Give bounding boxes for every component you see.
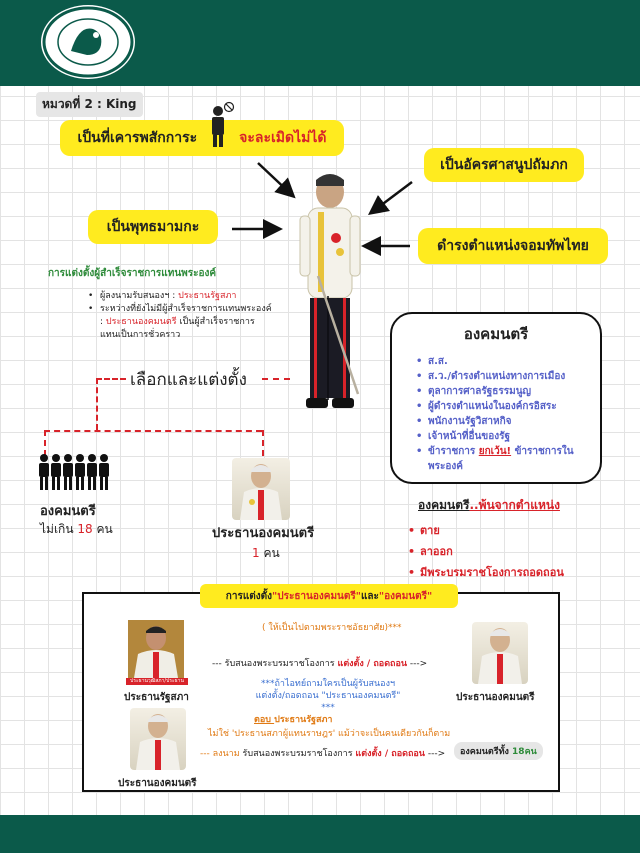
regent-list — [88, 290, 272, 342]
vacate-item: • มีพระบรมราชโองการถอดถอน — [408, 562, 564, 583]
privy-item: • เจ้าหน้าที่อื่นของรัฐ — [416, 429, 600, 444]
choose-line-right — [262, 378, 290, 380]
privy-item: • ผู้ดำรงตำแหน่งในองค์กรอิสระ — [416, 399, 600, 414]
choose-line-left — [96, 378, 126, 380]
arrow-upholder — [372, 182, 412, 212]
parliament-president-label: ประธานรัฐสภา — [124, 692, 189, 703]
privy-item: • ส.ส. — [416, 354, 600, 369]
regent-title: การแต่งตั้งผู้สำเร็จราชการแทนพระองค์ — [48, 268, 217, 279]
regent-item-interim: • ระหว่างที่ยังไม่มีผู้สำเร็จราชการแทนพระองค์ : ประธานองคมนตรี เป็นผู้สำเร็จราชการแทนเป็นการชั่วคราว — [88, 303, 272, 342]
portrait-caption: ประธานวุฒิสภา/ประธานรัฐสภา — [126, 678, 188, 685]
upholder-label: เป็นอัครศาสนูปถัมภก — [424, 148, 584, 182]
council-president-portrait-right — [472, 622, 528, 684]
row1-text: --- รับสนองพระบรมราชโองการ แต่งตั้ง / ถอดถอน ---> — [212, 659, 428, 669]
inviolable-label: จะละเมิดไม่ได้ — [239, 130, 327, 146]
choose-appoint-label: เลือกและแต่งตั้ง — [130, 370, 247, 390]
privy-box-list — [416, 354, 600, 474]
council-president-label-right: ประธานองคมนตรี — [456, 692, 535, 703]
vacate-list — [408, 520, 564, 583]
council-members-label: องคมนตรี — [40, 504, 96, 519]
council-president-portrait — [232, 458, 290, 520]
council-president-label-bottom: ประธานองคมนตรี — [118, 778, 197, 789]
answer-clarification: ไม่ใช่ 'ประธานสภาผู้แทนราษฎร' แม้ว่าจะเป็นคนเดียวกันก็ตาม — [208, 729, 451, 739]
parliament-president-portrait — [128, 620, 184, 678]
branch-right-drop — [262, 430, 264, 456]
council-president-label: ประธานองคมนตรี — [212, 526, 315, 541]
buddhist-label: เป็นพุทธมามกะ — [88, 210, 218, 244]
respect-label: เป็นที่เคารพสักการะ — [77, 130, 198, 146]
military-head-label: ดำรงตำแหน่งจอมทัพไทย — [418, 228, 608, 264]
all-members-chip: องคมนตรีทั้ง 18คน — [454, 742, 543, 760]
regent-item-signer: • ผู้ลงนามรับสนองฯ : ประธานรัฐสภา — [88, 290, 272, 303]
privy-item: • ส.ว./ดำรงตำแหน่งทางการเมือง — [416, 369, 600, 384]
appointment-title: การแต่งตั้ง "ประธานองคมนตรี" และ "องคมนตรี" — [200, 584, 458, 608]
privy-box-title: องคมนตรี — [463, 325, 529, 343]
row2-text: --- ลงนาม รับสนองพระบรมราชโองการ แต่งตั้ง / ถอดถอน ---> — [200, 749, 446, 759]
choose-line-vertical — [96, 378, 98, 430]
privy-item-exception: • ข้าราชการ ยกเว้น! ข้าราชการในพระองค์ — [416, 444, 600, 474]
branch-line — [44, 430, 262, 432]
vacate-title: องคมนตรี..พ้นจากตำแหน่ง — [418, 498, 560, 512]
arrow-respect — [258, 163, 292, 195]
people-group-icon — [36, 452, 112, 492]
council-members-limit: ไม่เกิน 18 คน — [40, 522, 113, 536]
privy-item: • พนักงานรัฐวิสาหกิจ — [416, 414, 600, 429]
section-chip: หมวดที่ 2 : King — [36, 92, 143, 117]
king-figure — [288, 168, 372, 420]
privy-item: • ตุลาการศาลรัฐธรรมนูญ — [416, 384, 600, 399]
privy-council-box — [390, 312, 602, 484]
vacate-item: • ตาย — [408, 520, 564, 541]
question-note: ***ถ้าไอทย์ถามใครเป็นผู้รับสนองฯ แต่งตั้ง/ถอดถอน "ประธานองคมนตรี" *** — [255, 679, 401, 713]
footer-bar — [0, 815, 640, 853]
vacate-item: • ลาออก — [408, 541, 564, 562]
council-president-count: 1 คน — [252, 546, 280, 560]
council-president-portrait-bottom — [130, 708, 186, 770]
royal-discretion-note: ( ให้เป็นไปตามพระราชอัธยาศัย)*** — [262, 623, 402, 633]
answer-line: ตอบ ประธานรัฐสภา — [254, 715, 333, 725]
